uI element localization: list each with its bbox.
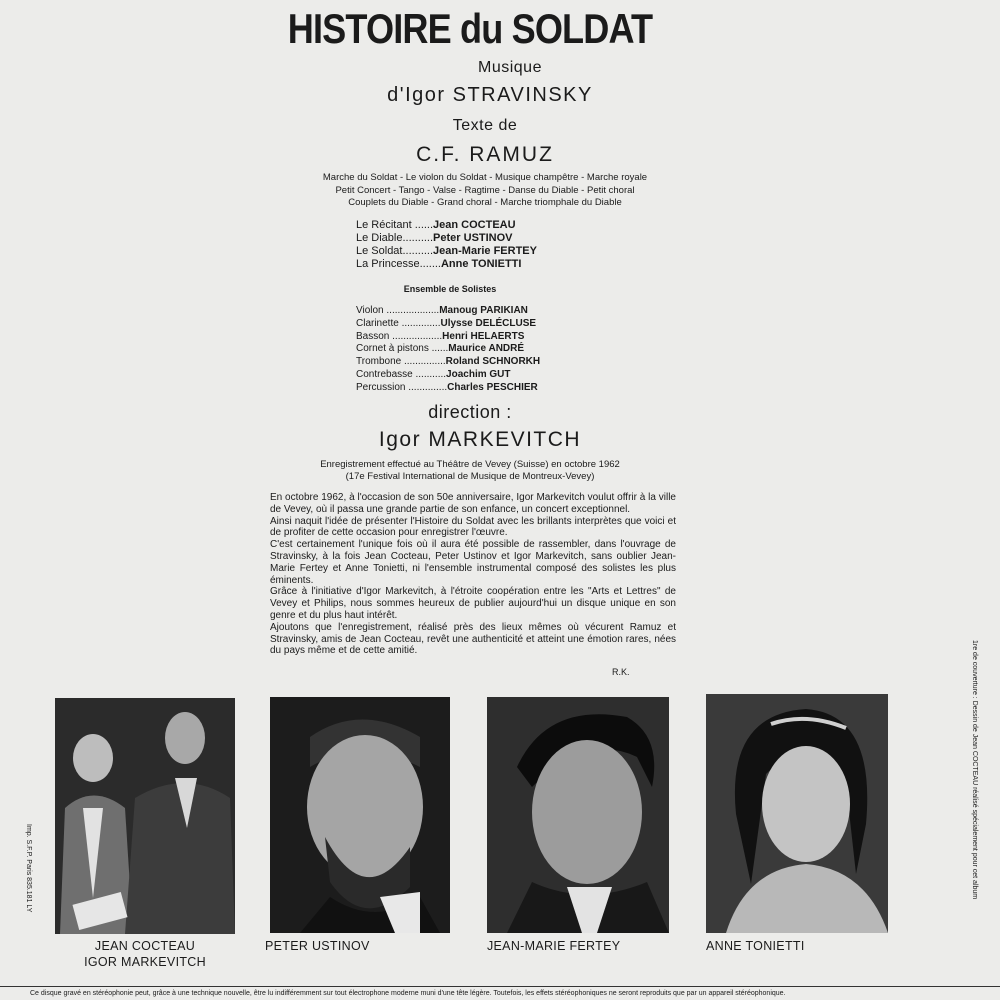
notes-paragraph: C'est certainement l'unique fois où il aura été possible de rassembler, dans l'ouvrage de Stravinsky, à la fois Jean Cocteau, Peter Ustinov et Igor Markevitch, sans oublier Jean-Marie Fertey et Anne Tonietti, ni l'ensemble instrumental composé des solistes les plus éminents.: [270, 539, 676, 586]
direction-label: direction :: [428, 402, 512, 422]
notes-paragraph: Grâce à l'initiative d'Igor Markevitch, à l'étroite coopération entre les "Arts et Lettres" de Vevey et Philips, nous sommes heureux de publier aujourd'hui un disque unique en son genre et du plus haut intérêt.: [270, 586, 676, 621]
soloist-name: Henri HELAERTS: [442, 330, 525, 342]
notes-signature: R.K.: [612, 667, 630, 677]
album-title: HISTOIRE du SOLDAT: [287, 5, 653, 52]
piece-line: Couplets du Diable - Grand choral - Marche triomphale du Diable: [348, 197, 622, 208]
cast-name: Anne TONIETTI: [440, 258, 522, 270]
piece-line: Petit Concert - Tango - Valse - Ragtime - Danse du Diable - Petit choral: [335, 184, 635, 196]
cast-row: [356, 245, 656, 258]
recording-line: Enregistrement effectué au Théâtre de Vevey (Suisse) en octobre 1962: [320, 459, 620, 470]
cast-role: Le Soldat..........: [356, 245, 434, 257]
photo-caption: PETER USTINOV: [265, 939, 370, 953]
soloist-instrument: Percussion ..............: [356, 381, 448, 393]
caption-line: IGOR MARKEVITCH: [84, 955, 206, 969]
soloist-name: Ulysse DELÉCLUSE: [440, 317, 537, 329]
soloist-name: Charles PESCHIER: [447, 381, 538, 393]
notes-paragraph: Ainsi naquit l'idée de présenter l'Histoire du Soldat avec les brillants interprètes que voici et de profiter de cette occasion pour enregistrer l'œuvre.: [270, 515, 676, 539]
text-label: Texte de: [452, 117, 518, 134]
caption-line: JEAN COCTEAU: [94, 939, 196, 953]
cast-name: Jean COCTEAU: [433, 219, 516, 231]
soloist-instrument: Basson ..................: [356, 330, 443, 342]
soloist-name: Manoug PARIKIAN: [439, 305, 528, 316]
cast-name: Jean-Marie FERTEY: [433, 245, 537, 257]
cast-role: La Princesse.......: [356, 258, 441, 270]
composer-name: d'Igor STRAVINSKY: [387, 84, 593, 106]
photo-cocteau-markevitch: [55, 698, 235, 934]
cover-credit: 1re de couverture : Dessin de Jean COCTEAU réalisé spécialement pour cet album: [971, 640, 978, 900]
photo-tonietti: [706, 694, 888, 933]
piece-line: Marche du Soldat - Le violon du Soldat - Musique champêtre - Marche royale: [322, 172, 648, 183]
cast-name: Peter USTINOV: [433, 232, 513, 244]
soloist-row: [356, 305, 676, 318]
music-label: Musique: [478, 59, 542, 76]
soloist-name: Joachim GUT: [446, 368, 511, 380]
soloist-row: [356, 382, 676, 395]
photo-caption: JEAN-MARIE FERTEY: [487, 939, 621, 953]
piece-list: [240, 172, 730, 210]
soloist-instrument: Trombone ...............: [356, 356, 446, 368]
soloist-name: Roland SCHNORKH: [445, 356, 541, 368]
stereo-notice: Ce disque gravé en stéréophonie peut, grâce à une technique nouvelle, être lu indifféremment sur tout électrophone moderne muni d'une tête légère. Toutefois, les effets stéréophoniques ne seront reproduits que par un appareil stéréophonique.: [0, 986, 1000, 1000]
photo-fertey: [487, 697, 669, 933]
conductor-name: Igor MARKEVITCH: [378, 428, 582, 451]
soloist-instrument: Contrebasse ...........: [356, 368, 447, 380]
photo-caption: ANNE TONIETTI: [706, 939, 805, 953]
catalog-number: Imp. S.F.P. Paris 835.181 LY: [25, 824, 32, 913]
recording-info: [280, 459, 660, 483]
notes-paragraph: En octobre 1962, à l'occasion de son 50e anniversaire, Igor Markevitch voulut offrir à la ville de Vevey, où il passa une grande partie de son enfance, un concert exceptionnel.: [270, 492, 676, 515]
soloist-instrument: Cornet à pistons ......: [356, 343, 449, 355]
soloist-row: [356, 318, 676, 331]
cast-list: [356, 219, 656, 271]
cast-role: Le Diable..........: [356, 232, 434, 244]
ensemble-heading: Ensemble de Solistes: [403, 284, 497, 294]
notes-paragraph: Ajoutons que l'enregistrement, réalisé près des lieux mêmes où vécurent Ramuz et Stravinsky, amis de Jean Cocteau, revêt une authenticité et atteint une émotion rares, nées du pays même et de cette amitié.: [270, 621, 676, 657]
soloist-row: [356, 356, 676, 369]
soloist-row: [356, 343, 676, 356]
liner-notes: [270, 492, 676, 657]
soloist-row: [356, 331, 676, 344]
cast-row: [356, 232, 656, 245]
photo-caption: [55, 938, 235, 970]
soloist-name: Maurice ANDRÉ: [448, 343, 525, 355]
cast-role: Le Récitant ......: [356, 219, 434, 231]
soloist-list: [356, 305, 676, 395]
soloist-instrument: Violon ...................: [356, 305, 440, 316]
soloist-instrument: Clarinette ..............: [356, 317, 441, 329]
recording-line: (17e Festival International de Musique de Montreux-Vevey): [345, 471, 595, 482]
soloist-row: [356, 369, 676, 382]
author-name: C.F. RAMUZ: [416, 143, 554, 166]
photo-ustinov: [270, 697, 450, 933]
cast-row: [356, 258, 656, 271]
cast-row: [356, 219, 656, 232]
